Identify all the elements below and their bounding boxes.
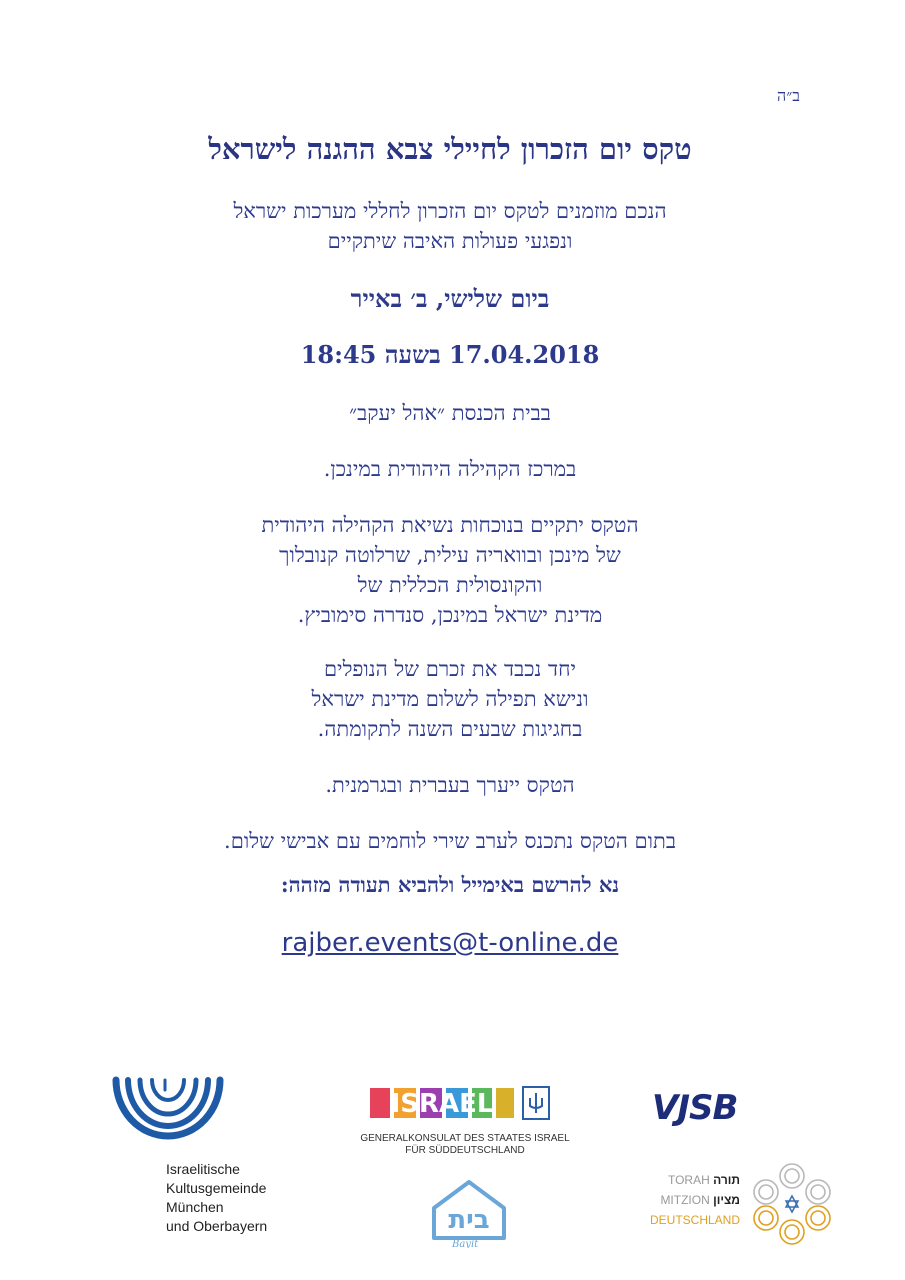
presence-line-2: של מינכן ובוואריה עילית, שרלוטה קנובלוך [279, 543, 621, 567]
torah-mitzion-name: TORAH תורה MITZION מציון DEUTSCHLAND [649, 1173, 740, 1227]
bayit-house-icon [428, 1176, 510, 1248]
bh-marker: ב״ה [777, 86, 800, 105]
presence-line-4: מדינת ישראל במינכן, סנדרה סימוביץ. [297, 603, 603, 627]
ikg-name: Israelitische Kultusgemeinde München und Oberbayern [166, 1161, 268, 1234]
event-date: ביום שלישי, ב׳ באייר [350, 284, 550, 313]
consulate-name: GENERALKONSULAT DES STAATES ISRAEL FÜR SÜDDEUTSCHLAND [360, 1133, 570, 1156]
venue-line: בבית הכנסת ״אהל יעקב״ [349, 401, 551, 425]
presence-paragraph [60, 510, 840, 630]
event-datetime: 17.04.2018 בשעה 18:45 [300, 340, 600, 369]
language-line: הטקס ייערך בעברית ובגרמנית. [325, 773, 575, 797]
israel-wordmark [368, 1086, 516, 1120]
invite-line-2: ונפגעי פעולות האיבה שיתקיים [327, 229, 573, 253]
ikg-menorah-icon [112, 1076, 224, 1140]
register-line: נא להרשם באימייל ולהביא תעודה מזהה: [280, 872, 620, 897]
honor-line-2: ונישא תפילה לשלום מדינת ישראל [311, 687, 589, 711]
center-line: במרכז הקהילה היהודית במינכן. [323, 457, 577, 481]
svg-text:בית: בית [448, 1205, 490, 1235]
page-title: טקס יום הזכרון לחיילי צבא ההגנה לישראל [208, 132, 692, 166]
svg-text:Bayit: Bayit [452, 1239, 479, 1248]
presence-line-3: והקונסולית הכללית של [357, 573, 543, 597]
honor-paragraph [60, 654, 840, 744]
torah-mitzion-emblem-icon [746, 1160, 838, 1246]
vjsb-logo: VJSB [652, 1088, 738, 1128]
invite-line-1: הנכם מוזמנים לטקס יום הזכרון לחללי מערכות ישראל [233, 199, 667, 223]
honor-line-1: יחד נכבד את זכרם של הנופלים [323, 657, 577, 681]
email-link[interactable]: rajber.events@t-online.de [281, 928, 619, 958]
presence-line-1: הטקס יתקיים בנוכחות נשיאת הקהילה היהודית [261, 513, 639, 537]
honor-line-3: בחגיגות שבעים השנה לתקומתה. [317, 717, 583, 741]
state-emblem-icon [522, 1086, 550, 1120]
svg-text:ISRAEL: ISRAEL [390, 1089, 494, 1119]
invitation-text [60, 196, 840, 256]
concert-line: בתום הטקס נתכנס לערב שירי לוחמים עם אבישי שלום. [224, 829, 676, 853]
